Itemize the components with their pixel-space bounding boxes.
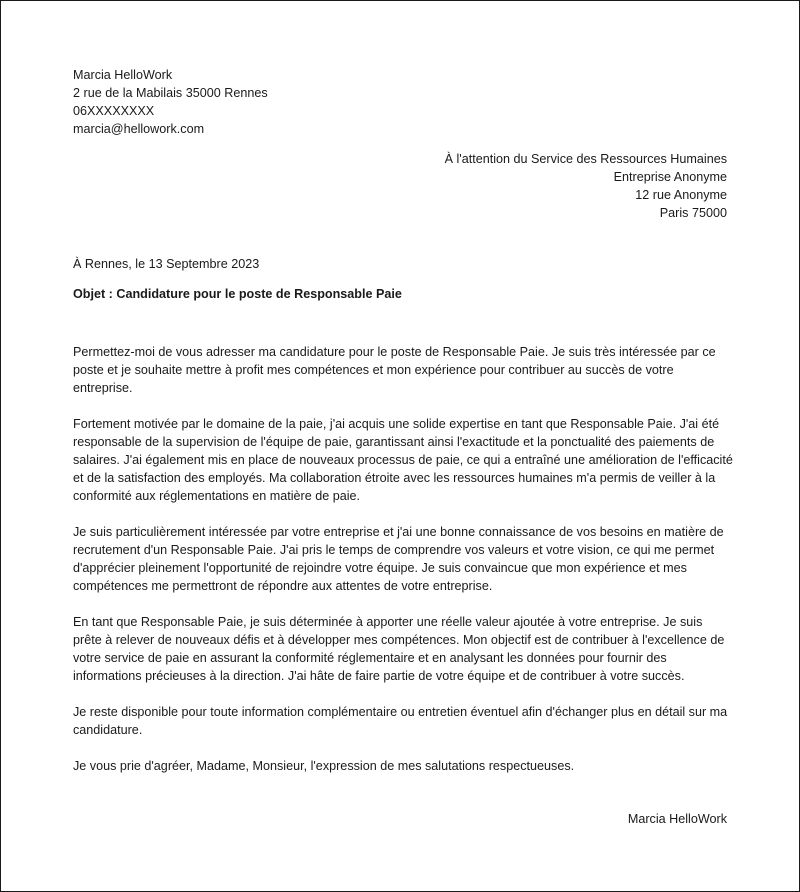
letter-body bbox=[73, 343, 733, 793]
closing-paragraph: Je vous prie d'agréer, Madame, Monsieur, l'expression de mes salutations respectueuses. bbox=[73, 759, 575, 773]
signature: Marcia HelloWork bbox=[627, 812, 727, 826]
sender-name: Marcia HelloWork bbox=[73, 68, 173, 82]
body-paragraph: En tant que Responsable Paie, je suis déterminée à apporter une réelle valeur ajoutée à votre entreprise. Je suis prête à relever de nouveaux défis et à développer mes compétences. Mon objectif est de contribuer à l'excellence de votre service de paie en assurant la conformité réglementaire et en analysant les données pour fournir des informations précieuses à la direction. J'ai hâte de faire partie de votre équipe et de contribuer à votre succès. bbox=[73, 615, 725, 683]
letter-date: À Rennes, le 13 Septembre 2023 bbox=[73, 257, 260, 271]
sender-phone: 06XXXXXXXX bbox=[73, 104, 155, 118]
body-paragraph: Fortement motivée par le domaine de la paie, j'ai acquis une solide expertise en tant que Responsable Paie. J'ai été responsable de la supervision de l'équipe de paie, garantissant ainsi l'exactitude et la ponctualité des paiements de salaires. J'ai également mis en place de nouveaux processus de paie, ce qui a entraîné une amélioration de l'efficacité et de la satisfaction des employés. Ma collaboration étroite avec les ressources humaines m'a permis de veiller à la conformité aux réglementations en matière de paie. bbox=[73, 417, 733, 503]
recipient-street: 12 rue Anonyme bbox=[635, 188, 727, 202]
body-paragraph: Je reste disponible pour toute information complémentaire ou entretien éventuel afin d'échanger plus en détail sur ma candidature. bbox=[73, 705, 728, 737]
recipient-city: Paris 75000 bbox=[659, 206, 727, 220]
sender-block bbox=[73, 66, 268, 138]
letter-subject: Objet : Candidature pour le poste de Responsable Paie bbox=[73, 287, 402, 301]
recipient-company: Entreprise Anonyme bbox=[613, 170, 727, 184]
body-paragraph: Je suis particulièrement intéressée par votre entreprise et j'ai une bonne connaissance de vos besoins en matière de recrutement d'un Responsable Paie. J'ai pris le temps de comprendre vos valeurs et votre vision, ce qui me permet d'apprécier pleinement l'opportunité de rejoindre votre équipe. Je suis convaincue que mon expérience et mes compétences me permettront de répondre aux attentes de votre entreprise. bbox=[73, 525, 724, 593]
sender-address: 2 rue de la Mabilais 35000 Rennes bbox=[73, 86, 268, 100]
body-paragraph: Permettez-moi de vous adresser ma candidature pour le poste de Responsable Paie. Je suis très intéressée par ce poste et je souhaite mettre à profit mes compétences et mon expérience pour contribuer au succès de votre entreprise. bbox=[73, 345, 716, 395]
recipient-attention: À l'attention du Service des Ressources Humaines bbox=[444, 152, 727, 166]
recipient-block bbox=[445, 150, 727, 222]
sender-email: marcia@hellowork.com bbox=[73, 122, 205, 136]
